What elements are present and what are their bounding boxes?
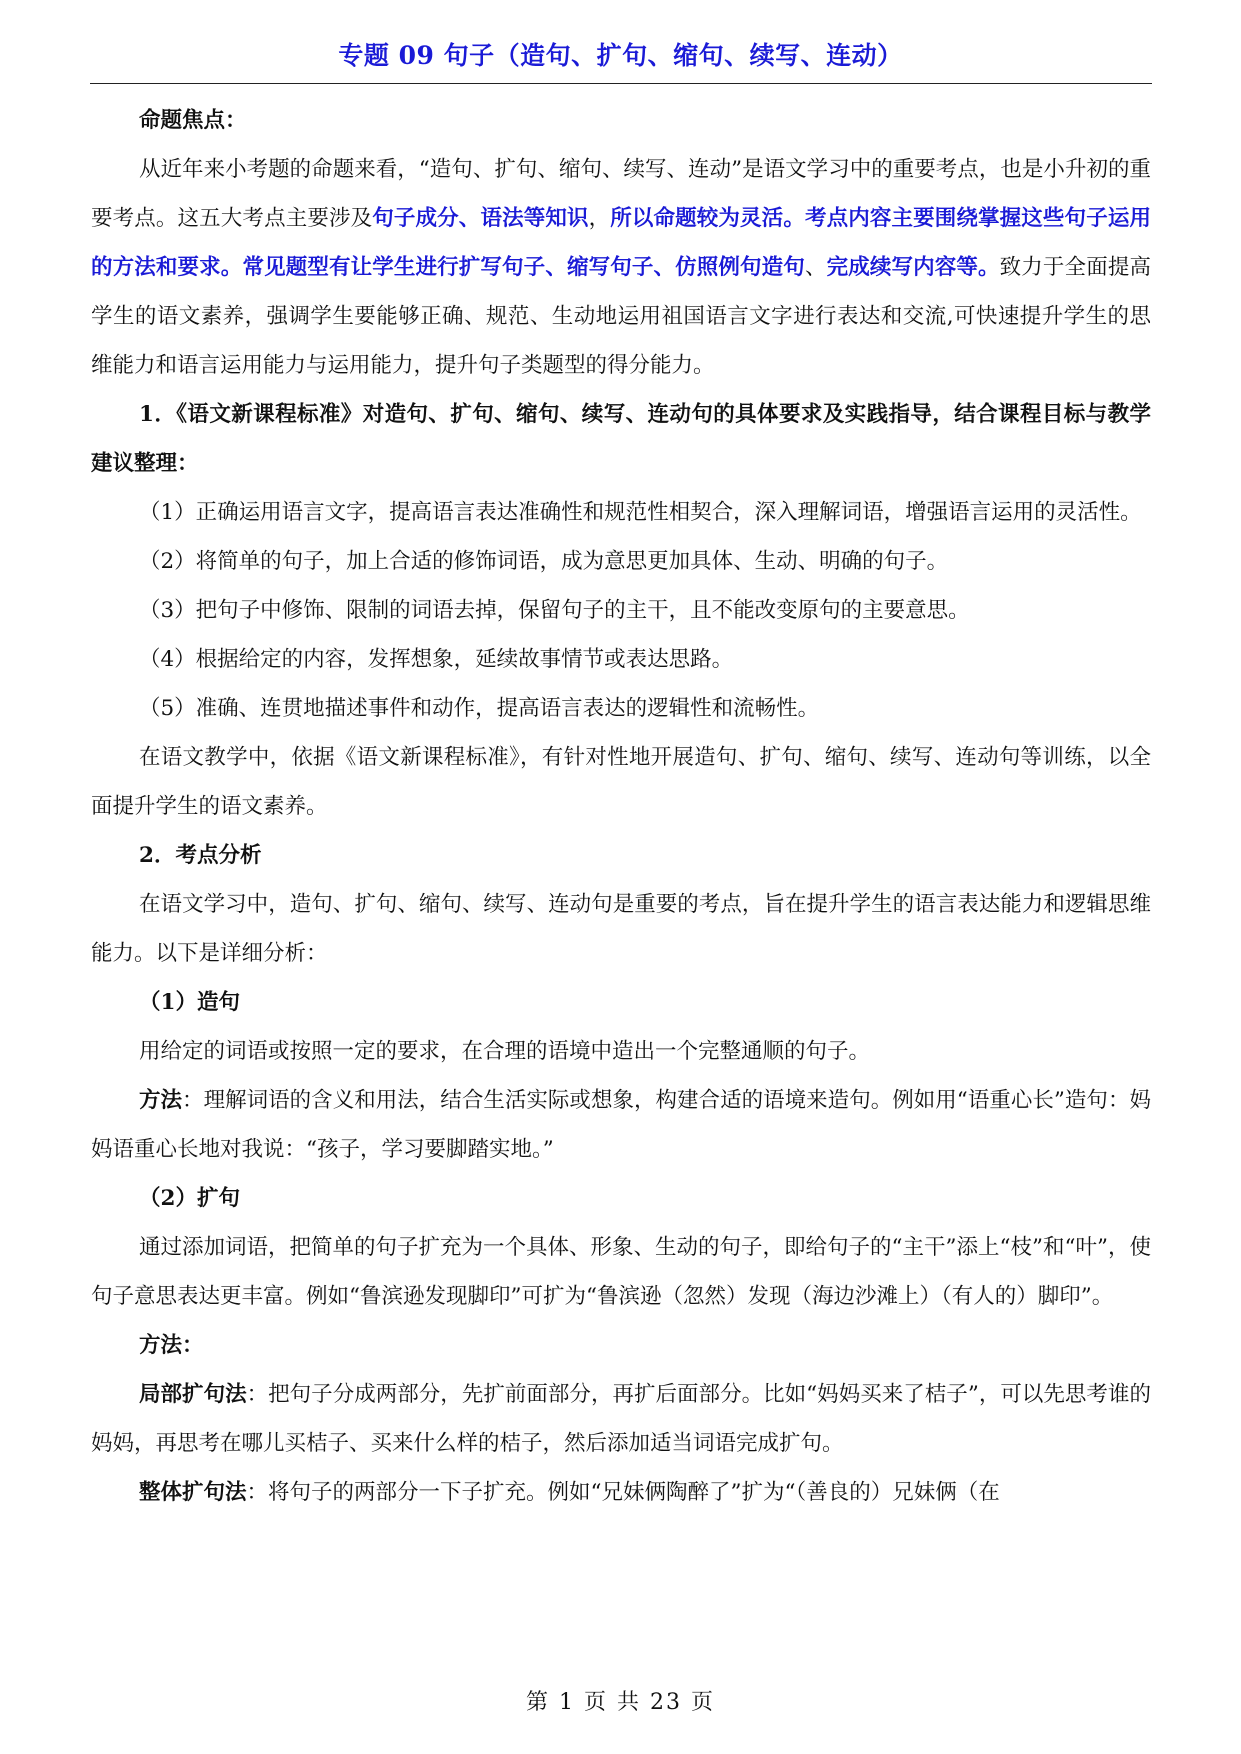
focus-highlight-3: 所以命题较为灵活。考点内容主要围绕掌握这些句子运用的方法和要求。常见题型有让学生进行扩写句子、缩写句子、仿照例句造句 <box>91 206 1151 280</box>
focus-highlight-4: 完成续写内容等。 <box>826 255 1000 280</box>
document-body <box>91 96 1151 1517</box>
sub1-method <box>91 1076 1151 1174</box>
section1-item: （2）将简单的句子，加上合适的修饰词语，成为意思更加具体、生动、明确的句子。 <box>139 549 949 574</box>
local-method-text: ：把句子分成两部分，先扩前面部分，再扩后面部分。比如“妈妈买来了桔子”，可以先思考谁的妈妈，再思考在哪儿买桔子、买来什么样的桔子，然后添加适当词语完成扩句。 <box>91 1382 1151 1456</box>
whole-method-text: ：将句子的两部分一下子扩充。例如“兄妹俩陶醉了”扩为“（善良的）兄妹俩（在 <box>246 1480 1000 1505</box>
sub2-method-heading: 方法： <box>139 1333 204 1358</box>
header-divider <box>90 83 1152 84</box>
section1-item: （3）把句子中修饰、限制的词语去掉，保留句子的主干，且不能改变原句的主要意思。 <box>139 598 970 623</box>
focus-text-c: 致力于全面提高学生的语文素养，强调学生要能够正确、规范、生动地运用祖国语言文字进行表达和交流,可快速提升学生的思维能力和语言运用能力与运用能力，提升句子类题型的得分能力。 <box>91 255 1151 378</box>
section2-heading: 2．考点分析 <box>139 843 262 868</box>
sub1-method-text: ：理解词语的含义和用法，结合生活实际或想象，构建合适的语境来造句。例如用“语重心长”造句：妈妈语重心长地对我说：“孩子，学习要脚踏实地。” <box>91 1088 1151 1162</box>
sub1-heading: （1）造句 <box>139 990 240 1015</box>
sub1-description: 用给定的词语或按照一定的要求，在合理的语境中造出一个完整通顺的句子。 <box>139 1039 871 1064</box>
focus-sep-1: 、 <box>458 206 481 231</box>
sub2-description: 通过添加词语，把简单的句子扩充为一个具体、形象、生动的句子，即给句子的“主干”添上“枝”和“叶”，使句子意思表达更丰富。例如“鲁滨逊发现脚印”可扩为“鲁滨逊（忽然）发现（海边沙滩上）（有人的）脚印”。 <box>91 1235 1151 1309</box>
page-header-title: 专题 09 句子（造句、扩句、缩句、续写、连动） <box>338 41 903 70</box>
section1-heading: 1．《语文新课程标准》对造句、扩句、缩句、续写、连动句的具体要求及实践指导，结合课程目标与教学建议整理： <box>91 402 1151 476</box>
focus-sep-3: 、 <box>804 255 827 280</box>
section1-item: （4）根据给定的内容，发挥想象，延续故事情节或表达思路。 <box>139 647 734 672</box>
sub1-method-label: 方法 <box>139 1088 183 1113</box>
focus-highlight-2: 语法等知识 <box>480 206 589 231</box>
section1-item: （1）正确运用语言文字，提高语言表达准确性和规范性相契合，深入理解词语，增强语言运用的灵活性。 <box>139 500 1142 525</box>
page-footer: 第 1 页 共 23 页 <box>526 1690 715 1715</box>
focus-paragraph <box>91 145 1151 390</box>
focus-highlight-1: 句子成分 <box>372 206 459 231</box>
focus-sep-2: ， <box>588 206 611 231</box>
sub2-whole-method <box>91 1468 1151 1517</box>
section2-intro: 在语文学习中，造句、扩句、缩句、续写、连动句是重要的考点，旨在提升学生的语言表达能力和逻辑思维能力。以下是详细分析： <box>91 892 1151 966</box>
sub2-local-method <box>91 1370 1151 1468</box>
whole-method-label: 整体扩句法 <box>139 1480 247 1505</box>
local-method-label: 局部扩句法 <box>139 1382 247 1407</box>
sub2-heading: （2）扩句 <box>139 1186 240 1211</box>
focus-text-a: 从近年来小考题的命题来看，“造句、扩句、缩句、续写、连动”是语文学习中的重要考点，也是小升初的重要考点。这五大考点主要涉及 <box>91 157 1151 231</box>
section1-summary: 在语文教学中，依据《语文新课程标准》，有针对性地开展造句、扩句、缩句、续写、连动句等训练，以全面提升学生的语文素养。 <box>91 745 1151 819</box>
focus-heading: 命题焦点： <box>139 108 247 133</box>
section1-item: （5）准确、连贯地描述事件和动作，提高语言表达的逻辑性和流畅性。 <box>139 696 820 721</box>
